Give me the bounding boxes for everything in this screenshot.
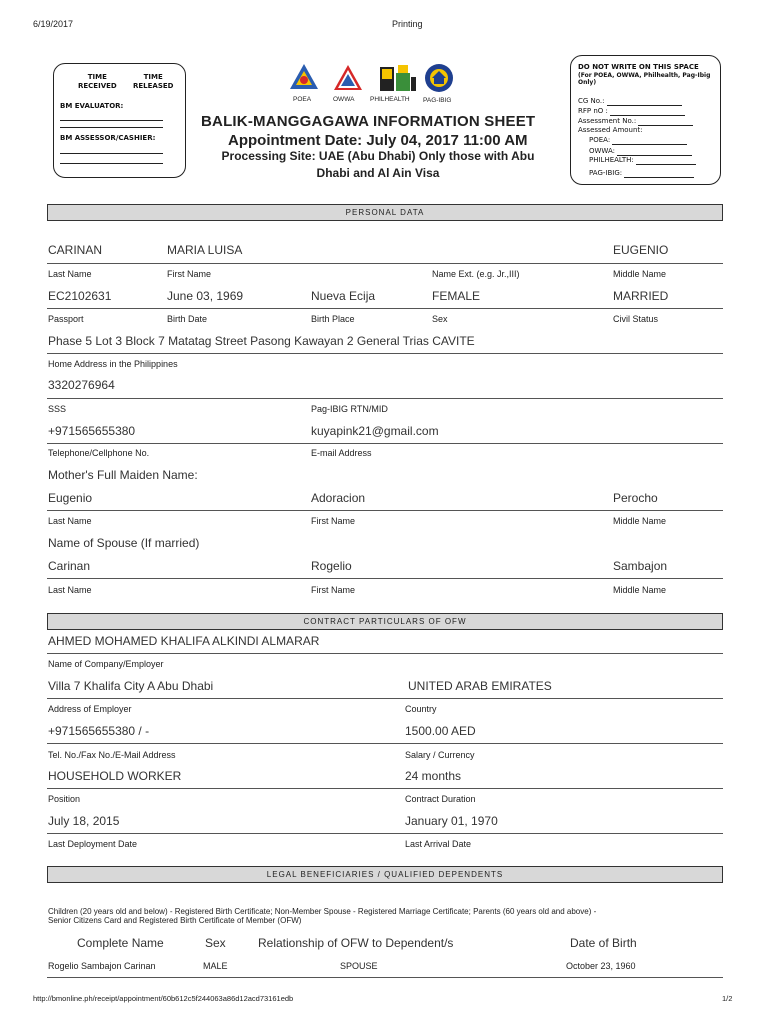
section-legal-beneficiaries: LEGAL BENEFICIARIES / QUALIFIED DEPENDENTS xyxy=(47,866,723,883)
divider xyxy=(47,833,723,834)
passport-value: EC2102631 xyxy=(48,289,112,303)
contract-duration-value: 24 months xyxy=(405,769,462,783)
email-value: kuyapink21@gmail.com xyxy=(311,424,439,438)
country-value: UNITED ARAB EMIRATES xyxy=(408,679,552,693)
divider xyxy=(47,308,723,309)
last-arrival-label: Last Arrival Date xyxy=(405,839,472,849)
philhealth-caption: PHILHEALTH xyxy=(370,96,410,103)
mother-middle-label: Middle Name xyxy=(613,516,667,526)
dependent-sex: MALE xyxy=(203,961,228,971)
pagibig-logo xyxy=(424,63,454,98)
pagibig-rtn-label: Pag-IBIG RTN/MID xyxy=(311,404,388,414)
poea-logo xyxy=(289,63,319,96)
print-page-number: 1/2 xyxy=(722,994,733,1003)
evaluator-line-2 xyxy=(60,127,163,128)
assessment-no-label: Assessment No.: xyxy=(578,117,693,126)
do-not-write-heading: DO NOT WRITE ON THIS SPACE xyxy=(578,63,699,71)
spouse-middle-label: Middle Name xyxy=(613,585,667,595)
spouse-first-label: First Name xyxy=(311,585,356,595)
spouse-last-label: Last Name xyxy=(48,585,92,595)
position-label: Position xyxy=(48,794,81,804)
office-use-right-box xyxy=(570,55,721,185)
last-arrival-value: January 01, 1970 xyxy=(405,814,498,828)
employer-name-label: Name of Company/Employer xyxy=(48,659,164,669)
middle-name-value: EUGENIO xyxy=(613,243,669,257)
assessed-amount-label: Assessed Amount: xyxy=(578,126,643,134)
mother-last-label: Last Name xyxy=(48,516,92,526)
mother-name-heading: Mother's Full Maiden Name: xyxy=(48,468,198,482)
salary-value: 1500.00 AED xyxy=(405,724,476,738)
evaluator-line xyxy=(60,120,163,121)
dependent-dob: October 23, 1960 xyxy=(566,961,636,971)
divider xyxy=(47,653,723,654)
poea-caption: POEA xyxy=(293,96,312,103)
col-sex: Sex xyxy=(205,936,226,950)
philhealth-fee-label: PHILHEALTH: xyxy=(589,156,696,165)
sss-label: SSS xyxy=(48,404,67,414)
col-complete-name: Complete Name xyxy=(77,936,164,950)
birth-date-label: Birth Date xyxy=(167,314,208,324)
salary-label: Salary / Currency xyxy=(405,750,475,760)
birth-date-value: June 03, 1969 xyxy=(167,289,244,303)
requirements-note: Children (20 years old and below) - Registered Birth Certificate; Non-Member Spouse - Registered Marriage Certificate; Parents (60 years old and above) - Senior Citizens Card and Registered Birth Certificate of Member (OFW) xyxy=(48,907,597,925)
mother-first-value: Adoracion xyxy=(311,491,366,505)
spouse-name-heading: Name of Spouse (If married) xyxy=(48,536,200,550)
bm-assessor-label: BM ASSESSOR/CASHIER: xyxy=(60,134,156,142)
pagibig-fee-label: PAG-IBIG: xyxy=(589,169,694,178)
col-relationship: Relationship of OFW to Dependent/s xyxy=(258,936,454,950)
divider xyxy=(47,578,723,579)
spouse-first-value: Rogelio xyxy=(311,559,352,573)
divider xyxy=(47,743,723,744)
poea-fee-label: POEA: xyxy=(589,136,687,145)
phone-value: +971565655380 xyxy=(48,424,136,438)
sex-label: Sex xyxy=(432,314,448,324)
phone-label: Telephone/Cellphone No. xyxy=(48,448,150,458)
mother-last-value: Eugenio xyxy=(48,491,93,505)
owwa-caption: OWWA xyxy=(333,96,355,103)
philhealth-logo xyxy=(378,63,418,98)
do-not-write-sub1: (For POEA, OWWA, Philhealth, Pag-Ibig xyxy=(578,72,711,79)
position-value: HOUSEHOLD WORKER xyxy=(48,769,182,783)
employer-tel-value: +971565655380 / - xyxy=(48,724,150,738)
home-address-value: Phase 5 Lot 3 Block 7 Matatag Street Pasong Kawayan 2 General Trias CAVITE xyxy=(48,334,475,348)
last-name-label: Last Name xyxy=(48,269,92,279)
sheet-title: BALIK-MANGGAGAWA INFORMATION SHEET xyxy=(201,113,536,130)
middle-name-label: Middle Name xyxy=(613,269,667,279)
employer-address-label: Address of Employer xyxy=(48,704,132,714)
owwa-fee-label: OWWA: xyxy=(589,147,692,156)
name-ext-label: Name Ext. (e.g. Jr.,III) xyxy=(432,269,520,279)
birth-place-label: Birth Place xyxy=(311,314,355,324)
office-use-left-box xyxy=(53,63,186,178)
col-date-of-birth: Date of Birth xyxy=(570,936,637,950)
first-name-label: First Name xyxy=(167,269,212,279)
divider xyxy=(47,443,723,444)
employer-address-value: Villa 7 Khalifa City A Abu Dhabi xyxy=(48,679,214,693)
assessor-line xyxy=(60,153,163,154)
time-released-label: TIME RELEASED xyxy=(133,73,174,90)
do-not-write-sub2: Only) xyxy=(578,79,597,86)
cg-no-label: CG No.: xyxy=(578,97,682,106)
home-address-label: Home Address in the Philippines xyxy=(48,359,178,369)
section-personal-data: PERSONAL DATA xyxy=(47,204,723,221)
time-received-label: TIME RECEIVED xyxy=(78,73,117,90)
divider xyxy=(47,263,723,264)
last-deployment-label: Last Deployment Date xyxy=(48,839,138,849)
print-date: 6/19/2017 xyxy=(33,19,74,29)
pagibig-caption: PAG-IBIG xyxy=(423,97,452,104)
employer-tel-label: Tel. No./Fax No./E-Mail Address xyxy=(48,750,176,760)
dependent-name: Rogelio Sambajon Carinan xyxy=(48,961,156,971)
divider xyxy=(47,788,723,789)
last-deployment-value: July 18, 2015 xyxy=(48,814,120,828)
first-name-value: MARIA LUISA xyxy=(167,243,243,257)
divider xyxy=(47,398,723,399)
processing-site: Processing Site: UAE (Abu Dhabi) Only those with Abu Dhabi and Al Ain Visa xyxy=(221,149,535,180)
last-name-value: CARINAN xyxy=(48,243,103,257)
divider xyxy=(47,353,723,354)
employer-name-value: AHMED MOHAMED KHALIFA ALKINDI ALMARAR xyxy=(48,634,320,648)
dependent-relationship: SPOUSE xyxy=(340,961,378,971)
birth-place-value: Nueva Ecija xyxy=(311,289,376,303)
owwa-logo xyxy=(333,64,363,97)
civil-status-label: Civil Status xyxy=(613,314,659,324)
contract-duration-label: Contract Duration xyxy=(405,794,476,804)
sss-value: 3320276964 xyxy=(48,378,115,392)
divider xyxy=(47,510,723,511)
sex-value: FEMALE xyxy=(432,289,481,303)
spouse-middle-value: Sambajon xyxy=(613,559,668,573)
section-contract-particulars: CONTRACT PARTICULARS OF OFW xyxy=(47,613,723,630)
country-label: Country xyxy=(405,704,437,714)
assessor-line-2 xyxy=(60,163,163,164)
bm-evaluator-label: BM EVALUATOR: xyxy=(60,102,124,110)
mother-middle-value: Perocho xyxy=(613,491,658,505)
mother-first-label: First Name xyxy=(311,516,356,526)
civil-status-value: MARRIED xyxy=(613,289,669,303)
appointment-date: Appointment Date: July 04, 2017 11:00 AM xyxy=(228,132,528,149)
spouse-last-value: Carinan xyxy=(48,559,91,573)
email-label: E-mail Address xyxy=(311,448,372,458)
divider xyxy=(47,698,723,699)
passport-label: Passport xyxy=(48,314,84,324)
divider xyxy=(47,977,723,978)
rfp-no-label: RFP nO : xyxy=(578,107,685,116)
print-title: Printing xyxy=(392,19,423,29)
print-url: http://bmonline.ph/receipt/appointment/60b612c5f244063a86d12acd73161edb xyxy=(33,994,294,1003)
